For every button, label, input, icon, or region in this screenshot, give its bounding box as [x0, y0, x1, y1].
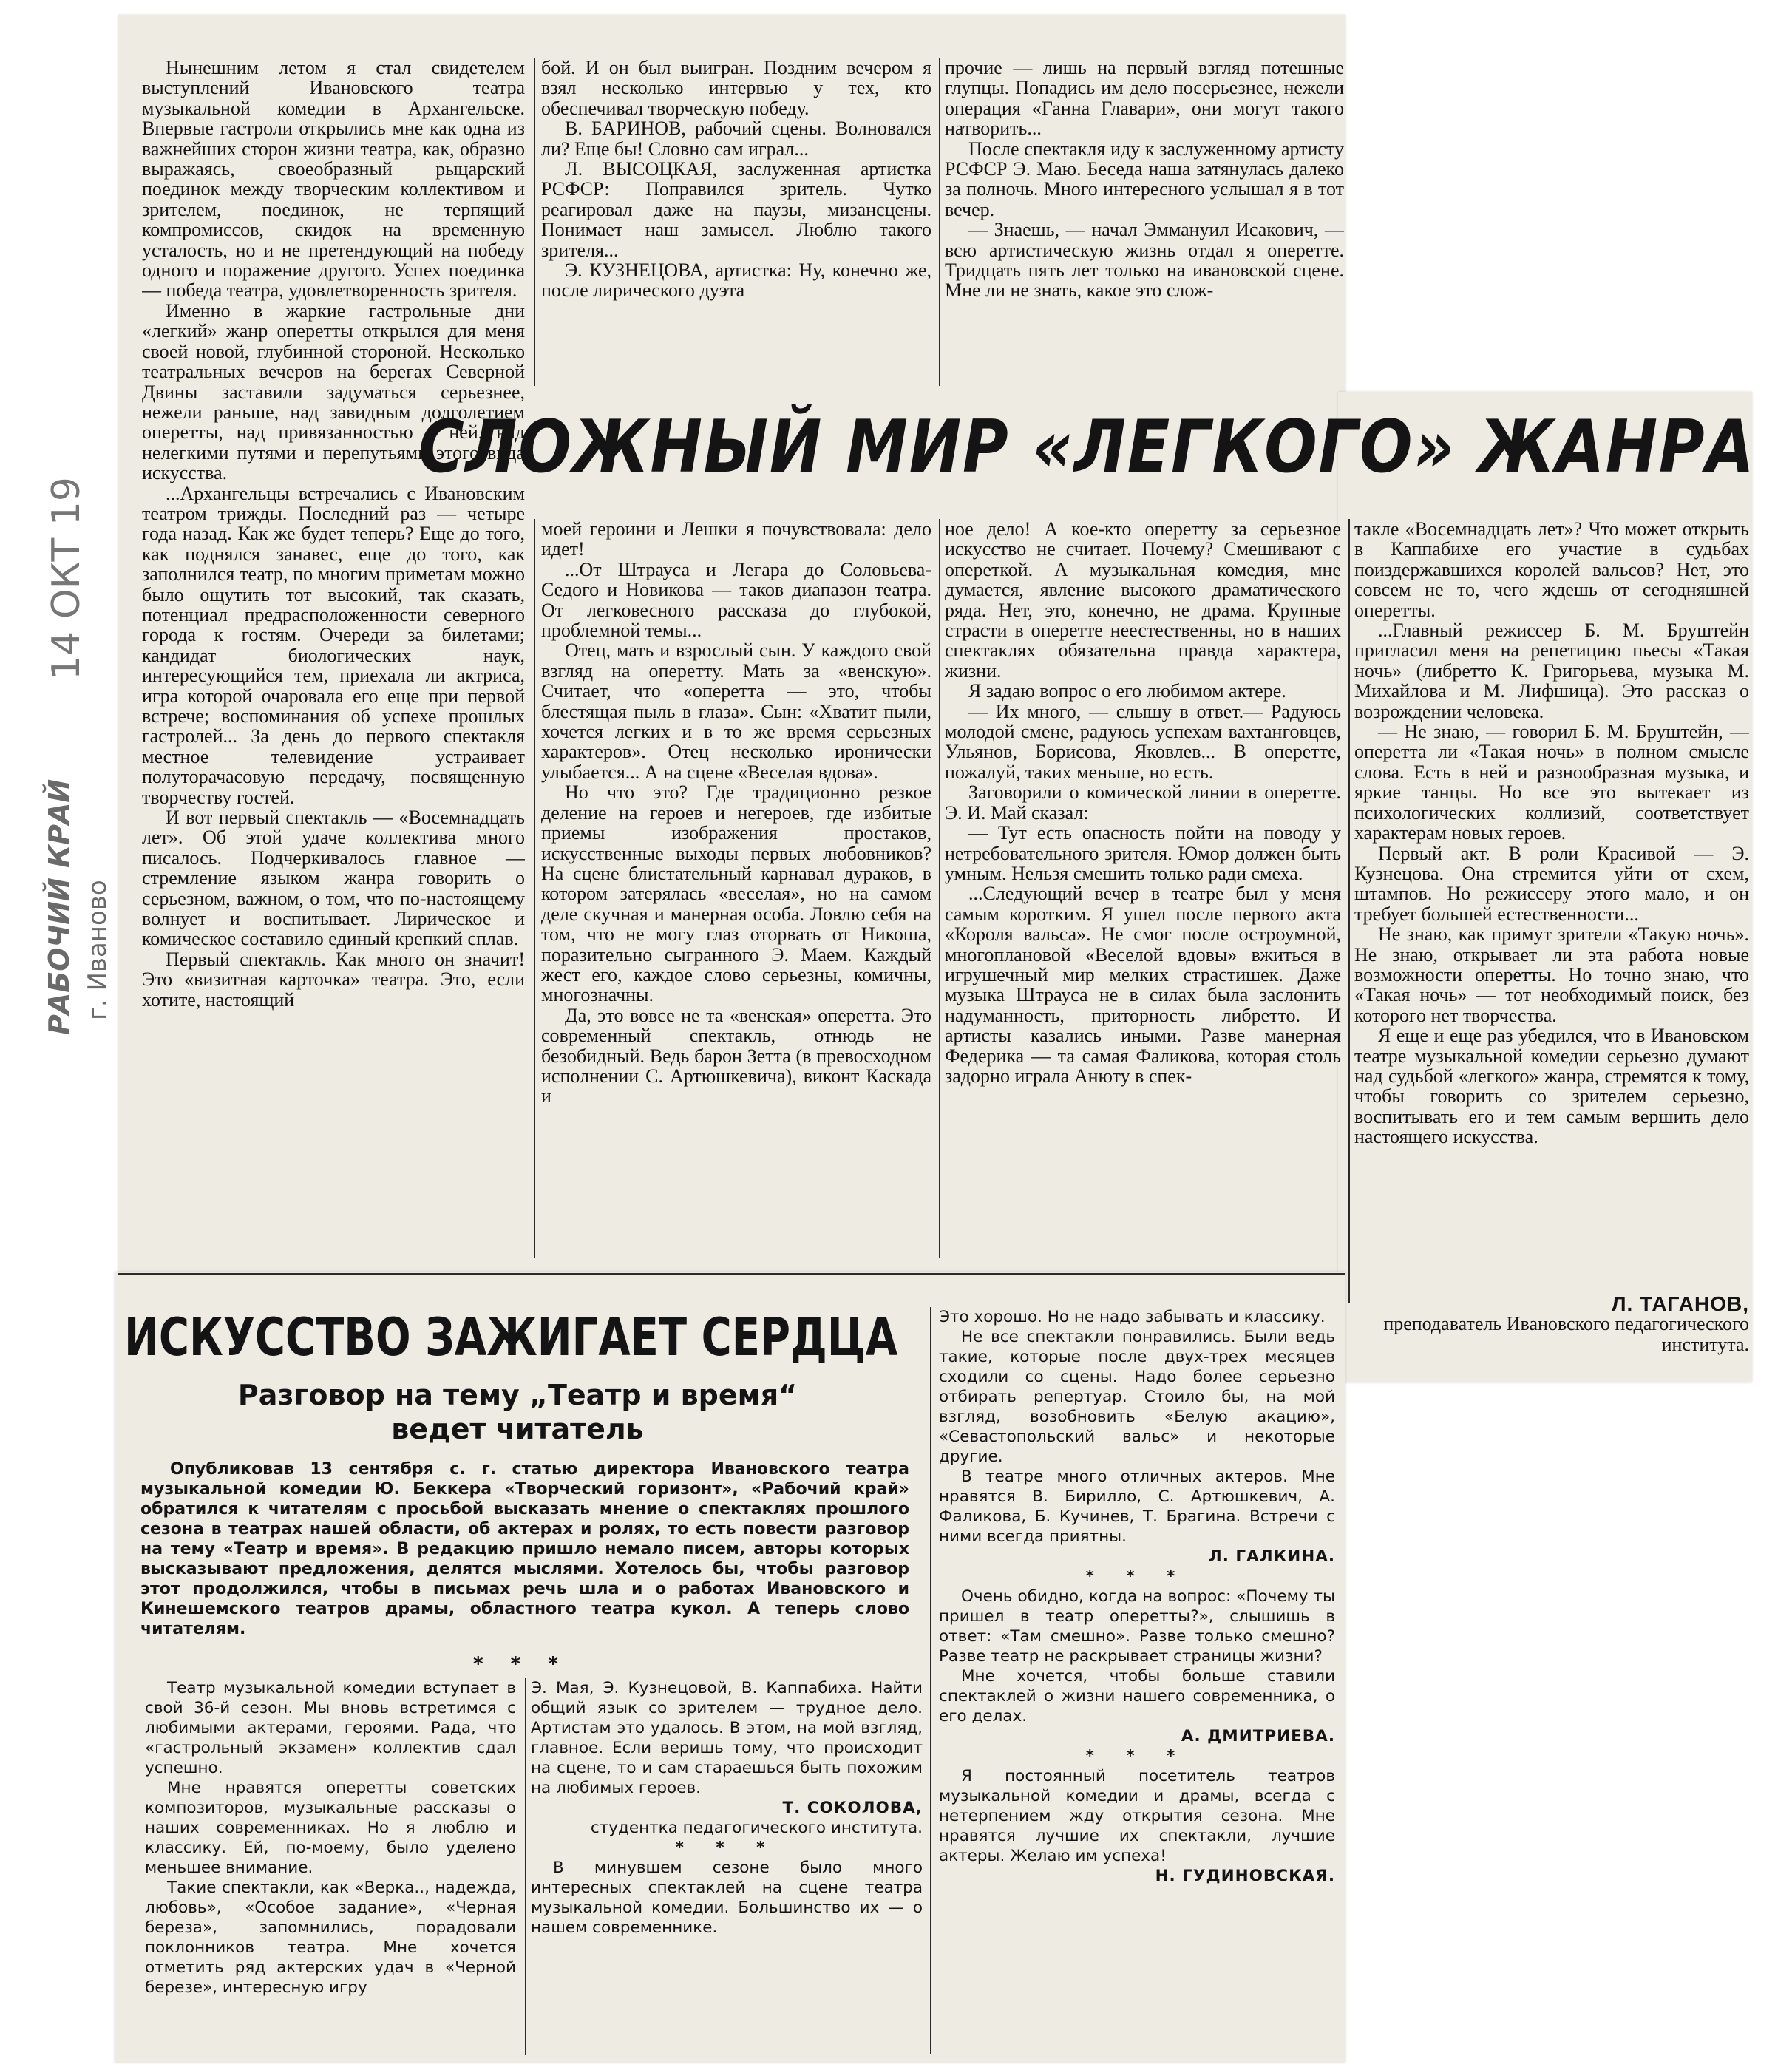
paragraph: Э. Мая, Э. Кузнецовой, В. Каппабиха. Найти общий язык со зрителем — трудное дело. Артистам это удалось. В этом, на мой взгляд, главное. Если веришь тому, что происходит на сцене, то и сам стараешься быть похожим на любимых героев. — [531, 1679, 923, 1797]
paragraph: — Тут есть опасность пойти на поводу у нетребовательного зрителя. Юмор должен быть умным. Нельзя смешить только ради смеха. — [945, 822, 1341, 884]
paragraph: Театр музыкальной комедии вступает в свой 36-й сезон. Мы вновь встретимся с любимыми актерами, героями. Рада, что «гастрольный экзамен» коллектив сдал успешно. — [145, 1679, 516, 1777]
signature-dmitrieva: А. ДМИТРИЕВА. — [1181, 1727, 1335, 1745]
paragraph: Мне хочется, чтобы больше ставили спектаклей о жизни нашего современника, о его делах. — [939, 1667, 1335, 1725]
column-rule — [930, 1307, 931, 2054]
paragraph: Не все спектакли понравились. Были ведь такие, которые после двух-трех месяцев сходили со сцены. Надо более серьезно отбирать репертуар. Стоило бы, на мой взгляд, возобновить «Белую акацию», «Севастопольский вальс» и некоторые другие. — [939, 1328, 1335, 1466]
paragraph: В. БАРИНОВ, рабочий сцены. Волновался ли? Еще бы! Словно сам играл... — [541, 118, 931, 160]
column-rule — [939, 519, 940, 1258]
paragraph: После спектакля иду к заслуженному артисту РСФСР Э. Маю. Беседа наша затянулась далеко за полночь. Много интересного услышал я в тот вечер. — [945, 138, 1344, 220]
paragraph: Но что это? Где традиционно резкое деление на героев и негероев, где избитые приемы изображения простаков, искусственные выходы первых любовников? На сцене блистательный карнавал дураков, в котором затерялась «веселая», но на самом деле скучная и манерная особа. Ловлю себя на том, что не могу глаз оторвать от Никоша, поразительно сыгранного Э. Маем. Каждый жест его, каждое слово серьезны, комичны, многозначны. — [541, 781, 931, 1006]
paragraph: Первый акт. В роли Красивой — Э. Кузнецова. Она стремится уйти от схем, штампов. Но режиссеру этого мало, и он требует большей естественности... — [1354, 842, 1749, 925]
paragraph: Э. КУЗНЕЦОВА, артистка: Ну, конечно же, после лирического дуэта — [541, 259, 931, 302]
paragraph: В минувшем сезоне было много интересных спектаклей на сцене театра музыкальной комедии. Большинство их — о нашем современнике. — [531, 1859, 923, 1937]
column-rule — [534, 58, 535, 386]
paragraph: Я постоянный посетитель театров музыкальной комедии и драмы, всегда с нетерпением жду открытия сезона. Мне нравятся лучшие их спектакли, лучшие актеры. Желаю им успеха! — [939, 1767, 1335, 1865]
paragraph: — Не знаю, — говорил Б. М. Бруштейн, — оперетта ли «Такая ночь» в полном смысле слова. Есть в ней и разнообразная музыка, и яркие танцы. Но все это вытекает из психологических коллизий, соответствует характерам новых героев. — [1354, 721, 1749, 844]
article1-column-2-top — [541, 58, 931, 390]
paragraph: — Знаешь, — начал Эммануил Исакович, — всю артистическую жизнь отдал я оперетте. Тридцать пять лет только на ивановской сцене. Мне ли не знать, какое это слож- — [945, 219, 1344, 302]
article2-column-1 — [145, 1678, 516, 2048]
paragraph: Нынешним летом я стал свидетелем выступлений Ивановского театра музыкальной комедии в Архангельске. Впервые гастроли открылись мне как одна из важнейших сторон жизни театра, как, образно выражаясь, своеобразный рыцарский поединок между творческим коллективом и зрителем, поединок, не терпящий компромиссов, скидок на временную усталость, но и не претендующий на победу одного и поражение другого. Успех поединка — победа театра, удовлетворенность зрителя. — [142, 58, 525, 302]
article1-column-4 — [1354, 519, 1749, 1295]
paragraph: ...От Штрауса и Легара до Соловьева-Седого и Новикова — таков диапазон театра. От легковесного рассказа до глубокой, проблемной темы... — [541, 558, 931, 642]
paragraph: Отец, мать и взрослый сын. У каждого свой взгляд на оперетту. Мать за «венскую». Считает, что «оперетта — это, чтобы блестящая пыль в глаза». Сын: «Хватит пыли, хочется легких и в то же время серьезных характеров». Отец несколько иронически улыбается... А на сцене «Веселая вдова». — [541, 639, 931, 783]
article2-subhead-line1: Разговор на тему „Театр и время“ — [237, 1379, 798, 1411]
article2-column-3 — [939, 1307, 1335, 2054]
column-rule — [525, 1678, 526, 2055]
column-rule — [1348, 519, 1350, 1303]
paragraph: такле «Восемнадцать лет»? Что может открыть в Каппабихе его участие в судьбах поиздержавшихся королей вальсов? Нет, это совсем не то, чего ждешь от сегодняшней оперетты. — [1354, 519, 1749, 621]
signature-gudinovskaya: Н. ГУДИНОВСКАЯ. — [1155, 1867, 1335, 1885]
paragraph: Это хорошо. Но не надо забывать и классику. — [939, 1308, 1326, 1326]
paragraph: ...Следующий вечер в театре был у меня самым коротким. Я ушел после первого акта «Короля вальса». Не смог после остроумной, многоплановой «Веселой вдовы» вжиться в игрушечный мир мелких страстишек. Даже музыка Штрауса не в силах была заслонить надуманность, приторность либретто. И артисты казались иными. Разве манерная Федерика — та самая Фаликова, которая столь задорно играла Анюту в спек- — [945, 883, 1341, 1087]
article1-signature — [1354, 1294, 1749, 1368]
article1-author-title: преподаватель Ивановского педагогического института. — [1383, 1313, 1749, 1355]
stars-divider: * * * — [1085, 1567, 1189, 1586]
paragraph: И вот первый спектакль — «Восемнадцать лет». Об этой удаче коллектива много писалось. Подчеркивалось главное — стремление языком жанра говорить о серьезном, важном, о том, что по-настоящему волнует и воспитывает. Лирическое и комическое составило единый крепкий сплав. — [142, 807, 525, 950]
paragraph: Мне нравятся оперетты советских композиторов, музыкальные рассказы о наших современниках. Но я люблю и классику. Ей, по-моему, было уделено меньшее внимание. — [145, 1779, 516, 1877]
paragraph: Такие спектакли, как «Верка.., надежда, любовь», «Особое задание», «Черная береза», запомнились, порадовали поклонников театра. Мне хочется отметить ряд актерских удач в «Черной березе», интересную игру — [145, 1879, 516, 1997]
article2-stars: * * * — [473, 1653, 569, 1675]
paragraph: — Их много, — слышу в ответ.— Радуюсь молодой смене, радуюсь успехам вахтанговцев, Ульянов, Борисова, Яковлев... В оперетте, пожалуй, таких меньше, но есть. — [945, 700, 1341, 783]
article1-column-2-bottom — [541, 519, 931, 1266]
paragraph: Не знаю, как примут зрители «Такую ночь». Не знаю, открывает ли эта работа новые возможности оперетты. Но точно знаю, что «Такая ночь» — тот необходимый поиск, без которого нет творчества. — [1354, 923, 1749, 1026]
paragraph: Я задаю вопрос о его любимом актере. — [968, 680, 1286, 702]
paragraph: ное дело! А кое-кто оперетту за серьезное искусство не считает. Почему? Смешивают с опереткой. А музыкальная комедия, мне думается, явление высокого драматического ряда. Нет, это, конечно, не драма. Крупные страсти в оперетте неестественны, но в наших спектаклях обязательна правда характера, жизни. — [945, 519, 1341, 682]
archive-stamp-date: 14 ОКТ 19 — [44, 476, 89, 680]
paragraph: Л. ВЫСОЦКАЯ, заслуженная артистка РСФСР: Поправился зритель. Чутко реагировал даже на паузы, мизансцены. Понимает наш замысел. Люблю такого зрителя... — [541, 158, 931, 261]
paragraph: Я еще и еще раз убедился, что в Ивановском театре музыкальной комедии серьезно думают над судьбой «легкого» жанра, стремятся к тому, чтобы говорить со зрителем серьезно, воспитывать его и тем самым вершить дело настоящего искусства. — [1354, 1025, 1749, 1148]
paragraph: Заговорили о комической линии в оперетте. Э. И. Май сказал: — [945, 781, 1341, 824]
article2-subhead-line2: ведет читатель — [391, 1413, 644, 1445]
signature-sokolova: Т. СОКОЛОВА, — [782, 1799, 923, 1817]
paragraph: Да, это вовсе не та «венская» оперетта. Это современный спектакль, отнюдь не безобидный. Ведь барон Зетта (в превосходном исполнении С. Артюшкевича), виконт Каскада и — [541, 1004, 931, 1107]
column-rule — [534, 519, 535, 1258]
stars-divider: * * * — [1085, 1747, 1189, 1765]
article2-lead-text: Опубликовав 13 сентября с. г. статью директора Ивановского театра музыкальной комедии Ю. Беккера «Творческий горизонт», «Рабочий край» обратился к читателям с просьбой высказать мнение о спектаклях прошлого сезона в театрах нашей области, об актерах и ролях, то есть повести разговор на тему «Театр и время». В редакцию пришло немало писем, авторы которых высказывают предложения, делятся мыслями. Хотелось бы, чтобы разговор этот продолжился, чтобы в письмах речь шла и о работах Ивановского и Кинешемского театров драмы, областного театра кукол. А теперь слово читателям. — [140, 1460, 909, 1638]
stars-divider: * * * — [675, 1839, 778, 1857]
paragraph: Именно в жаркие гастрольные дни «легкий» жанр оперетты открылся для меня своей новой, глубинной стороной. Несколько театральных вечеров на берегах Северной Двины заставили задуматься серьезнее, нежели раньше, над завидным долголетием оперетты, над привязанностью к ней, над нелегкими путями и перепутьями этого вида искусства. — [142, 299, 525, 484]
article1-column-1 — [142, 58, 525, 1263]
article1-column-3-bottom — [945, 519, 1341, 1266]
paragraph: прочие — лишь на первый взгляд потешные глупцы. Попадись им дело посерьезнее, нежели операция «Ганна Главари», они могут такого натворить... — [945, 58, 1344, 140]
article2-lead — [140, 1459, 909, 1639]
article2-column-2 — [531, 1678, 923, 2055]
archive-stamp-city: г. Иваново — [83, 880, 112, 1020]
article2-headline: ИСКУССТВО ЗАЖИГАЕТ СЕРДЦА — [124, 1307, 898, 1368]
article1-author: Л. ТАГАНОВ, — [1611, 1294, 1749, 1315]
article1-headline: СЛОЖНЫЙ МИР «ЛЕГКОГО» ЖАНРА — [418, 405, 1756, 489]
paragraph: бой. И он был выигран. Поздним вечером я взял несколько интервью у тех, кто обеспечивал творческую победу. — [541, 58, 931, 119]
paragraph: ...Главный режиссер Б. М. Бруштейн пригласил меня на репетицию пьесы «Такая ночь» (либретто К. Григорьева, музыка М. Михайлова и М. Лифшица). Это рассказ о возрождении человека. — [1354, 620, 1749, 722]
archive-stamp-paper-name: РАБОЧИЙ КРАЙ — [43, 778, 75, 1035]
paragraph: Первый спектакль. Как много он значит! Это «визитная карточка» театра. Это, если хотите, настоящий — [142, 948, 525, 1011]
paragraph: моей героини и Лешки я почувствовала: дело идет! — [541, 519, 931, 560]
column-rule — [939, 58, 940, 386]
paragraph: ...Архангельцы встречались с Ивановским театром трижды. Последний раз — четыре года назад. Как же будет теперь? Еще до того, как поднялся занавес, еще до того, как заполнился театр, по многим приметам можно было ощутить тот высокий, так сказать, потенциал предрасположенности северного города к гостям. Очереди за билетами; кандидат биологических наук, интересующийся тем, приехала ли актриса, игра которой очаровала его еще при первой встрече; воспоминания об успехе прошлых гастролей... За день до первого спектакля местное телевидение устраивает полуторачасовую передачу, посвященную творчеству гостей. — [142, 482, 525, 808]
signature-sokolova-title: студентка педагогического института. — [590, 1819, 923, 1837]
paragraph: Очень обидно, когда на вопрос: «Почему ты пришел в театр оперетты?», слышишь в ответ: «Там смешно». Разве только смешно? Разве театр не раскрывает страницы жизни? — [939, 1587, 1335, 1666]
article1-column-3-top — [945, 58, 1344, 390]
signature-galkina: Л. ГАЛКИНА. — [1208, 1547, 1335, 1566]
paragraph: В театре много отличных актеров. Мне нравятся В. Бирилло, С. Артюшкевич, А. Фаликова, Б. Кучинев, Т. Брагина. Встречи с ними всегда приятны. — [939, 1467, 1335, 1546]
article-separator — [118, 1273, 1345, 1275]
